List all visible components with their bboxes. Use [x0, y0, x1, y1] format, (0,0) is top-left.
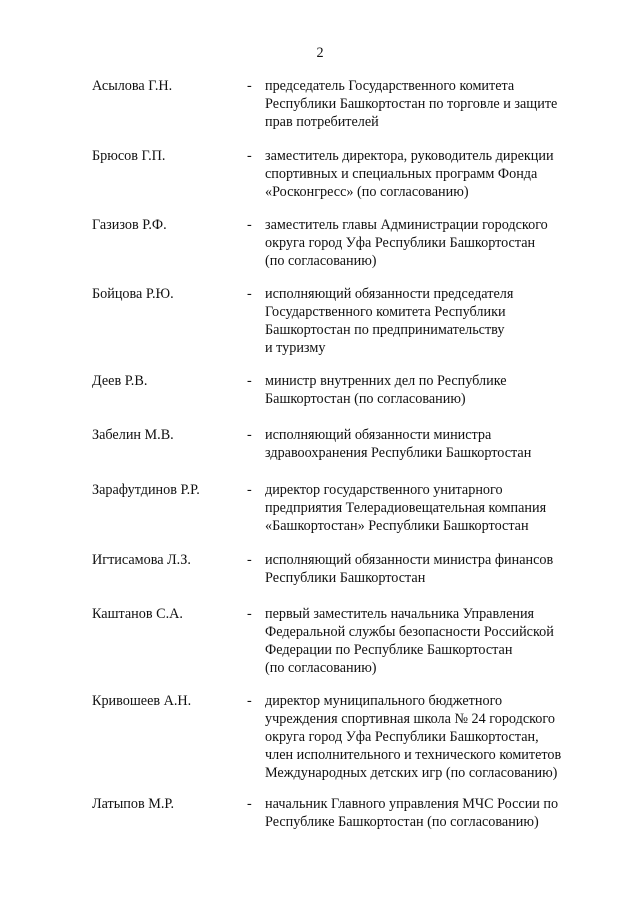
description-line: (по согласованию) [265, 660, 377, 676]
entry-description [265, 426, 605, 462]
description-line: Республике Башкортостан (по согласованию) [265, 814, 539, 830]
entry-name: Газизов Р.Ф. [92, 217, 167, 233]
entry-dash: - [247, 693, 252, 709]
description-line: Международных детских игр (по согласованию) [265, 765, 558, 781]
entry-description [265, 692, 605, 782]
description-line: «Росконгресс» (по согласованию) [265, 184, 469, 200]
entry-dash: - [247, 796, 252, 812]
description-line: директор муниципального бюджетного [265, 693, 503, 709]
entry-dash: - [247, 78, 252, 94]
entry-description [265, 77, 605, 131]
description-line: предприятия Телерадиовещательная компания [265, 500, 547, 516]
entry-name: Зарафутдинов Р.Р. [92, 482, 200, 498]
description-line: Башкортостан по предпринимательству [265, 322, 505, 338]
description-line: округа город Уфа Республики Башкортостан [265, 235, 536, 251]
description-line: и туризму [265, 340, 326, 356]
description-line: Башкортостан (по согласованию) [265, 391, 466, 407]
description-line: Республики Башкортостан по торговле и защите [265, 96, 558, 112]
description-line: Государственного комитета Республики [265, 304, 506, 320]
description-line: здравоохранения Республики Башкортостан [265, 445, 532, 461]
description-line: член исполнительного и технического комитетов [265, 747, 562, 763]
entry-name: Асылова Г.Н. [92, 78, 173, 94]
entry-description [265, 605, 605, 677]
description-line: исполняющий обязанности председателя [265, 286, 514, 302]
entry-description [265, 216, 605, 270]
entry-name: Кривошеев А.Н. [92, 693, 192, 709]
description-line: округа город Уфа Республики Башкортостан, [265, 729, 539, 745]
description-line: председатель Государственного комитета [265, 78, 515, 94]
entry-name: Забелин М.В. [92, 427, 174, 443]
description-line: директор государственного унитарного [265, 482, 503, 498]
entry-name: Брюсов Г.П. [92, 148, 166, 164]
description-line: начальник Главного управления МЧС России по [265, 796, 559, 812]
entry-name: Игтисамова Л.З. [92, 552, 191, 568]
description-line: Федерации по Республике Башкортостан [265, 642, 513, 658]
entry-description [265, 551, 605, 587]
description-line: первый заместитель начальника Управления [265, 606, 535, 622]
entry-description [265, 285, 605, 357]
description-line: исполняющий обязанности министра [265, 427, 492, 443]
description-line: заместитель главы Администрации городского [265, 217, 548, 233]
description-line: «Башкортостан» Республики Башкортостан [265, 518, 529, 534]
description-line: заместитель директора, руководитель дирекции [265, 148, 554, 164]
description-line: исполняющий обязанности министра финансов [265, 552, 554, 568]
entry-dash: - [247, 427, 252, 443]
page-number: 2 [316, 45, 324, 61]
entry-name: Каштанов С.А. [92, 606, 183, 622]
description-line: прав потребителей [265, 114, 379, 130]
entry-description [265, 147, 605, 201]
description-line: Федеральной службы безопасности Российской [265, 624, 554, 640]
entry-dash: - [247, 482, 252, 498]
entry-dash: - [247, 148, 252, 164]
entry-name: Латыпов М.Р. [92, 796, 175, 812]
description-line: учреждения спортивная школа № 24 городского [265, 711, 555, 727]
description-line: спортивных и специальных программ Фонда [265, 166, 538, 182]
description-line: министр внутренних дел по Республике [265, 373, 507, 389]
entry-description [265, 795, 605, 831]
entry-name: Бойцова Р.Ю. [92, 286, 174, 302]
entry-dash: - [247, 552, 252, 568]
entry-description [265, 372, 605, 408]
entry-dash: - [247, 373, 252, 389]
entry-dash: - [247, 286, 252, 302]
entry-dash: - [247, 606, 252, 622]
description-line: Республики Башкортостан [265, 570, 426, 586]
description-line: (по согласованию) [265, 253, 377, 269]
entry-dash: - [247, 217, 252, 233]
entry-name: Деев Р.В. [92, 373, 148, 389]
entry-description [265, 481, 605, 535]
